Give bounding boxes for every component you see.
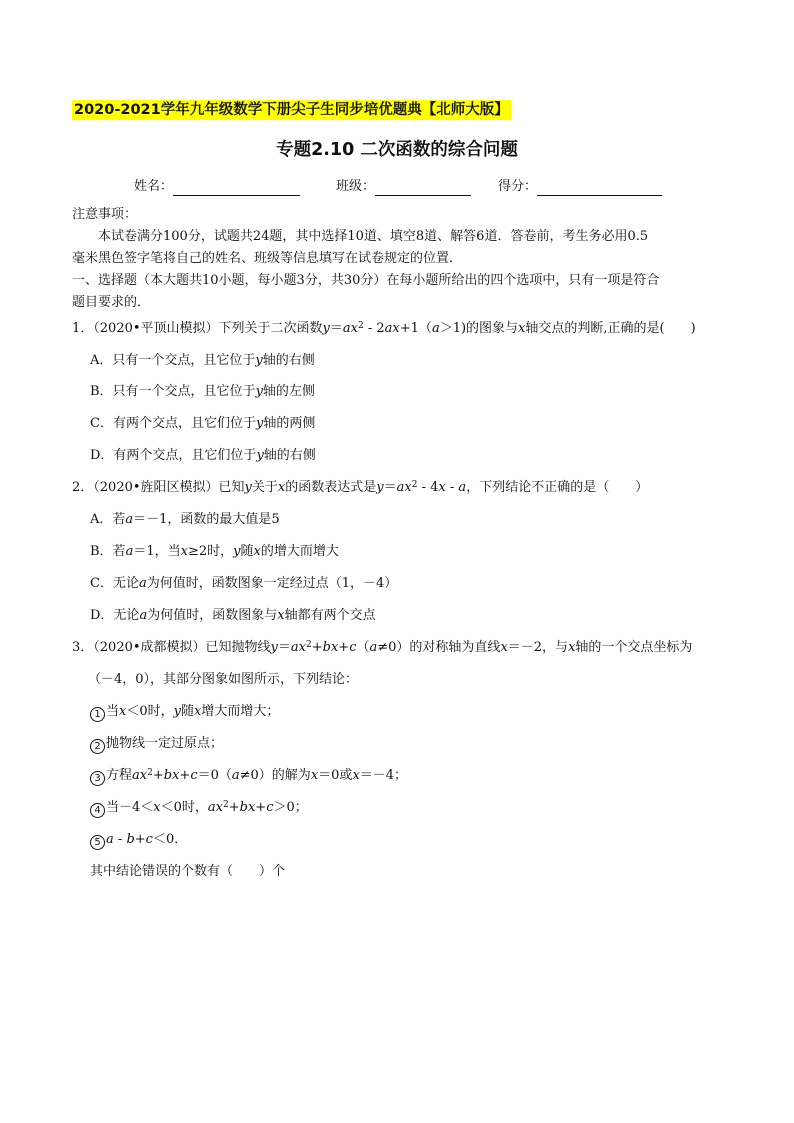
s3-plus1: + <box>152 768 164 783</box>
q3-prefix: 3．（2020•成都模拟）已知抛物线 <box>72 640 271 655</box>
q1-a-pre: A．只有一个交点，且它位于 <box>90 353 256 368</box>
name-label: 姓名： <box>134 179 174 194</box>
q3-line-2: （－4，0），其部分图象如图所示，下列结论： <box>88 672 359 687</box>
s4-post: ＞0； <box>273 800 308 815</box>
q1-c-post: 轴的两侧 <box>263 416 316 431</box>
s2-text: 抛物线一定过原点； <box>106 736 224 751</box>
q2-option-c <box>90 575 397 593</box>
q3-p-ax: ax <box>290 640 306 655</box>
q2-b-var: a <box>125 544 134 559</box>
q3-p-exp: 2 <box>306 640 312 650</box>
q1-minus: - 2 <box>363 321 385 336</box>
q2-var-x: x <box>277 480 286 495</box>
q3-p-x: x <box>500 640 508 655</box>
circled-number: 4 <box>90 803 105 818</box>
q2-f-sep: - <box>445 480 459 495</box>
name-field <box>134 178 300 196</box>
s3-plus2: + <box>179 768 191 783</box>
s4-bx: bx <box>239 800 256 815</box>
q2-b-mid2: ≥2时， <box>187 544 234 559</box>
q2-option-d <box>90 607 376 625</box>
q2-a-pre: A．若 <box>90 512 126 527</box>
circled-number: 3 <box>90 771 105 786</box>
class-field <box>336 178 471 196</box>
s4-pre: 当－4＜ <box>106 800 154 815</box>
q2-f-x: x <box>438 480 446 495</box>
s4-ax: ax <box>207 800 223 815</box>
q2-f-a: a <box>458 480 467 495</box>
q2-f-mid: - 4 <box>417 480 439 495</box>
q2-d-var: a <box>139 608 148 623</box>
q2-f-ax: ax <box>396 480 412 495</box>
q1-a-post: 轴的右侧 <box>262 353 315 368</box>
s3-ax: ax <box>132 768 148 783</box>
notes-line-2: 毫米黑色签字笔将自己的姓名、班级等信息填写在试卷规定的位置． <box>72 251 463 266</box>
q3-p-x2: x <box>568 640 576 655</box>
s5-c: c <box>145 832 153 847</box>
q2-f-y: y <box>376 480 384 495</box>
circled-number: 1 <box>90 707 105 722</box>
question-3 <box>72 639 692 657</box>
q1-term-ax2: ax <box>384 321 400 336</box>
q3-p-cond-a: a <box>369 640 378 655</box>
q3-p-y: y <box>270 640 278 655</box>
q1-b-pre: B．只有一个交点，且它位于 <box>90 384 256 399</box>
q2-b-x2: x <box>253 544 261 559</box>
s3-x2: x <box>352 768 360 783</box>
notes-heading: 注意事项： <box>72 207 138 222</box>
q1-var-y: y <box>322 321 330 336</box>
q3-closing: 其中结论错误的个数有（ ）个 <box>90 864 286 879</box>
q1-exp: 2 <box>358 321 364 331</box>
section-line-1: 一、选择题（本大题共10小题，每小题3分，共30分）在每小题所给出的四个选项中，只有一项是符合 <box>72 273 660 288</box>
notes-line-1: 本试卷满分100分，试题共24题，其中选择10道、填空8道、解答6道．答卷前，考生务必用0.5 <box>98 229 649 244</box>
s3-mid2: ≠0）的解为 <box>239 768 311 783</box>
s5-b: b <box>126 832 135 847</box>
s4-plus2: + <box>255 800 267 815</box>
s3-c: c <box>190 768 198 783</box>
q2-option-a <box>90 511 280 529</box>
q2-c-post: 为何值时，函数图象一定经过点（1，－4） <box>146 576 398 591</box>
s4-mid: ＜0时， <box>160 800 208 815</box>
q2-suffix: ，下列结论不正确的是（ ） <box>466 480 649 495</box>
s5-mid1: - <box>113 832 127 847</box>
s4-c: c <box>266 800 274 815</box>
class-label: 班级： <box>336 179 376 194</box>
question-1 <box>72 320 696 338</box>
class-blank <box>375 181 471 196</box>
s5-post: ＜0． <box>152 832 188 847</box>
circled-number: 2 <box>90 739 105 754</box>
s3-mid3: ＝0或 <box>318 768 353 783</box>
q2-d-mid: 为何值时，函数图象与 <box>147 608 278 623</box>
q3-statement-5 <box>90 831 187 850</box>
q3-p-plus1: + <box>311 640 323 655</box>
s4-plus1: + <box>228 800 240 815</box>
q1-cond-end: ＞1)的图象与 <box>439 321 519 336</box>
s3-a: a <box>231 768 240 783</box>
s3-exp: 2 <box>147 768 153 778</box>
q3-statement-4 <box>90 799 308 818</box>
q1-plus1: +1（ <box>399 321 432 336</box>
q1-suffix: 轴交点的判断,正确的是( ) <box>525 321 696 336</box>
score-field <box>498 178 662 196</box>
q3-statement-2 <box>90 735 223 754</box>
s5-a: a <box>106 832 114 847</box>
q3-p-cond1: （ <box>356 640 370 655</box>
q1-b-post: 轴的左侧 <box>262 384 315 399</box>
s4-x: x <box>153 800 161 815</box>
q2-c-var: a <box>138 576 147 591</box>
q2-c-pre: C．无论 <box>90 576 139 591</box>
s3-post: ＝－4； <box>359 768 408 783</box>
q3-p-eq: ＝ <box>277 640 291 655</box>
q2-mid1: 关于 <box>251 480 278 495</box>
q2-d-pre: D．无论 <box>90 608 140 623</box>
score-blank <box>537 181 662 196</box>
score-label: 得分： <box>498 179 538 194</box>
name-blank <box>173 181 300 196</box>
q2-a-post: ＝－1，函数的最大值是5 <box>133 512 280 527</box>
s3-mid: ＝0（ <box>197 768 232 783</box>
series-banner: 2020-2021学年九年级数学下册尖子生同步培优题典【北师大版】 <box>74 102 509 118</box>
q1-b-var: y <box>255 384 263 399</box>
page-title: 专题2.10 二次函数的综合问题 <box>276 140 518 160</box>
s1-pre: 当 <box>106 704 120 719</box>
circled-number: 5 <box>90 835 105 850</box>
q2-d-post: 轴都有两个交点 <box>284 608 376 623</box>
q1-term-ax: ax <box>342 321 358 336</box>
s3-bx: bx <box>163 768 180 783</box>
q1-prefix: 1．（2020•平顶山模拟）下列关于二次函数 <box>72 321 323 336</box>
q2-var-y: y <box>244 480 252 495</box>
q2-b-y: y <box>233 544 241 559</box>
q2-a-var: a <box>125 512 134 527</box>
s1-mid: ＜0时， <box>126 704 174 719</box>
q2-option-b <box>90 543 339 561</box>
s5-mid2: + <box>134 832 146 847</box>
q2-d-x: x <box>277 608 285 623</box>
s1-post: 增大而增大； <box>201 704 280 719</box>
q1-c-var: y <box>255 416 264 431</box>
q3-p-cond2: ≠0）的对称轴为直线 <box>377 640 501 655</box>
s3-x1: x <box>310 768 319 783</box>
q1-cond-a: a <box>431 321 440 336</box>
q2-f-eq: ＝ <box>383 480 397 495</box>
s1-x: x <box>119 704 127 719</box>
section-line-2: 题目要求的． <box>72 295 151 310</box>
q1-d-var: y <box>256 448 264 463</box>
q2-b-mid3: 随 <box>240 544 254 559</box>
question-2 <box>72 479 648 497</box>
q1-c-pre: C．有两个交点，且它们位于 <box>90 416 256 431</box>
q2-b-x: x <box>180 544 188 559</box>
q2-mid2: 的函数表达式是 <box>285 480 377 495</box>
q3-statement-1 <box>90 703 279 722</box>
q3-p-c: c <box>349 640 357 655</box>
q2-f-exp: 2 <box>411 480 418 490</box>
q3-p-bx: bx <box>322 640 339 655</box>
s1-x2: x <box>194 704 202 719</box>
q3-p-plus2: + <box>338 640 350 655</box>
s3-pre: 方程 <box>106 768 133 783</box>
q2-b-pre: B．若 <box>90 544 126 559</box>
q2-b-post: 的增大而增大 <box>260 544 339 559</box>
q1-a-var: y <box>255 353 263 368</box>
q2-b-mid: ＝1，当 <box>133 544 181 559</box>
q1-d-post: 轴的右侧 <box>263 448 316 463</box>
q3-p-axis: ＝－2，与 <box>507 640 569 655</box>
s1-mid2: 随 <box>181 704 195 719</box>
q1-option-a <box>90 352 315 370</box>
q1-option-d <box>90 447 316 465</box>
q1-var-x: x <box>518 321 526 336</box>
q1-option-c <box>90 415 315 433</box>
q3-statement-3 <box>90 767 407 786</box>
s4-exp: 2 <box>223 800 229 810</box>
q1-d-pre: D．有两个交点，且它们位于 <box>90 448 257 463</box>
s1-y: y <box>173 704 181 719</box>
q3-suffix: 轴的一个交点坐标为 <box>575 640 693 655</box>
q1-option-b <box>90 383 315 401</box>
q2-prefix: 2．（2020•旌阳区模拟）已知 <box>72 480 245 495</box>
q1-eq: ＝ <box>329 321 343 336</box>
